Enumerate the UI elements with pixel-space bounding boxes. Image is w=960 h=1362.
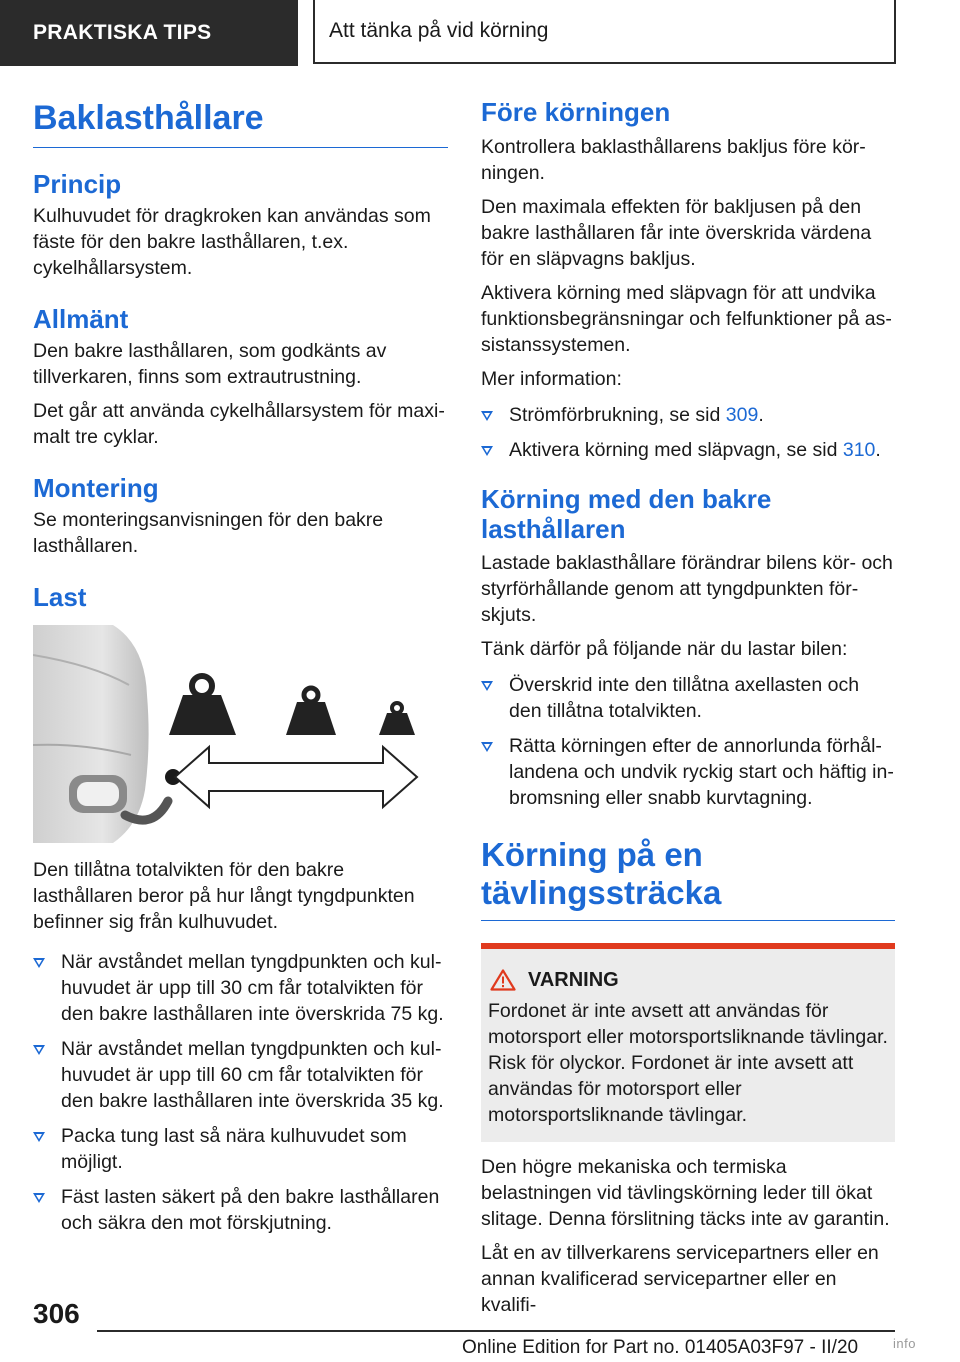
chapter-header xyxy=(313,0,896,64)
heading-montering: Montering xyxy=(33,473,159,504)
car-rear-icon xyxy=(33,625,168,843)
warning-triangle-icon xyxy=(490,969,516,991)
text-last: Den tillåtna totalvikten för den bakre lasthållaren beror på hur långt tyngdpunkten befinner sig från kulhuvudet. xyxy=(33,858,415,933)
distance-arrow-icon xyxy=(175,747,417,807)
left-column xyxy=(33,100,448,1245)
text-fore-3: Aktivera körning med släpvagn för att undvika funktionsbegränsningar och felfunktioner på assistanssystemen. xyxy=(481,281,892,356)
text-korning-1: Lastade baklasthållare förändrar bilens kör- och styrförhållande genom att tyngdpunkten förskjuts. xyxy=(481,551,893,626)
warning-header xyxy=(488,969,888,992)
page-title: Baklasthållare xyxy=(33,100,448,148)
heading-tavlingsstracka: Körning på en tävlingssträcka xyxy=(481,836,895,921)
text-fore-1: Kontrollera baklasthållarens bakljus före körningen. xyxy=(481,135,866,184)
list-item: När avståndet mellan tyngdpunkten och kulhuvudet är upp till 30 cm får totalvikten för den bakre lasthållaren inte överskrida 75 kg. xyxy=(33,949,448,1027)
warning-title: VARNING xyxy=(528,968,619,991)
warning-text: Fordonet är inte avsett att användas för motorsport eller motorsportsliknande tävlingar. Risk för olyckor. Fordonet är inte avsett att användas för motorsport eller motorsportsliknande tävlingar. xyxy=(488,999,888,1126)
list-item: Rätta körningen efter de annorlunda förhållandena och undvik ryckig start och häftig inbromsning eller snabb kurvtagning. xyxy=(481,733,895,811)
text-korning-2: Tänk därför på följande när du lastar bilen: xyxy=(481,637,848,660)
text-allmant-2: Det går att använda cykelhållarsystem för maximalt tre cyklar. xyxy=(33,400,445,449)
footer-divider xyxy=(97,1330,895,1332)
right-column xyxy=(481,98,895,1318)
load-diagram-svg xyxy=(33,625,448,843)
bullet-triangle-icon xyxy=(33,958,45,968)
list-item: Aktivera körning med släpvagn, se sid 310. xyxy=(481,437,895,463)
heading-korning-lasthallare: Körning med den bakre lasthållaren xyxy=(481,483,772,544)
bullet-triangle-icon xyxy=(33,1045,45,1055)
heading-allmant: Allmänt xyxy=(33,304,129,335)
bullet-triangle-icon xyxy=(33,1132,45,1142)
bullet-triangle-icon xyxy=(33,1193,45,1203)
page-link-309[interactable]: 309 xyxy=(725,403,759,426)
text-more-info: Mer information: xyxy=(481,367,622,390)
page-link-310[interactable]: 310 xyxy=(842,438,876,461)
heading-princip: Princip xyxy=(33,169,122,200)
page-number: 306 xyxy=(33,1298,80,1329)
text-allmant-1: Den bakre lasthållaren, som godkänts av tillverkaren, finns som extrautrustning. xyxy=(33,340,387,389)
list-item: Packa tung last så nära kulhuvudet som möjligt. xyxy=(33,1123,448,1175)
section-title: PRAKTISKA TIPS xyxy=(33,21,212,44)
bullet-triangle-icon xyxy=(481,681,493,691)
list-item: Överskrid inte den tillåtna axellasten och den tillåtna totalvikten. xyxy=(481,672,895,724)
bullet-triangle-icon xyxy=(481,411,493,421)
list-item: Fäst lasten säkert på den bakre lasthållaren och säkra den mot förskjutning. xyxy=(33,1184,448,1236)
heading-last: Last xyxy=(33,582,87,613)
weight-medium-icon xyxy=(286,688,336,735)
last-bullet-list xyxy=(33,949,448,1236)
text-tavling-2: Låt en av tillverkarens servicepartners eller en annan kvalificerad servicepartner eller en kvalifi- xyxy=(481,1241,879,1316)
weight-small-icon xyxy=(379,703,415,735)
weight-large-icon xyxy=(169,676,236,735)
heading-fore-korningen: Före körningen xyxy=(481,97,671,127)
bullet-triangle-icon xyxy=(481,742,493,752)
chapter-title: Att tänka på vid körning xyxy=(329,19,549,42)
text-montering: Se monteringsanvisningen för den bakre lasthållaren. xyxy=(33,509,384,558)
watermark-text: info xyxy=(893,1336,916,1351)
load-illustration xyxy=(33,625,448,843)
list-item: När avståndet mellan tyngdpunkten och kulhuvudet är upp till 60 cm får totalvikten för den bakre lasthållaren inte överskrida 35 kg. xyxy=(33,1036,448,1114)
list-item: Strömförbrukning, se sid 309. xyxy=(481,402,895,428)
edition-text: Online Edition for Part no. 01405A03F97 - II/20 xyxy=(462,1337,859,1358)
text-princip: Kulhuvudet för dragkroken kan användas som fäste för den bakre lasthållaren, t.ex. cykelhållarsystem. xyxy=(33,205,431,280)
korning-bullet-list xyxy=(481,672,895,811)
bullet-triangle-icon xyxy=(481,446,493,456)
info-bullet-list xyxy=(481,402,895,463)
text-fore-2: Den maximala effekten för bakljusen på den bakre lasthållaren får inte överskrida värdena för en släpvagns bakljus. xyxy=(481,195,872,270)
section-tab xyxy=(0,0,298,66)
text-tavling-1: Den högre mekaniska och termiska belastningen vid tävlingskörning leder till ökat slitage. Denna förslitning täcks inte av garantin. xyxy=(481,1155,890,1230)
warning-box xyxy=(481,943,895,1142)
